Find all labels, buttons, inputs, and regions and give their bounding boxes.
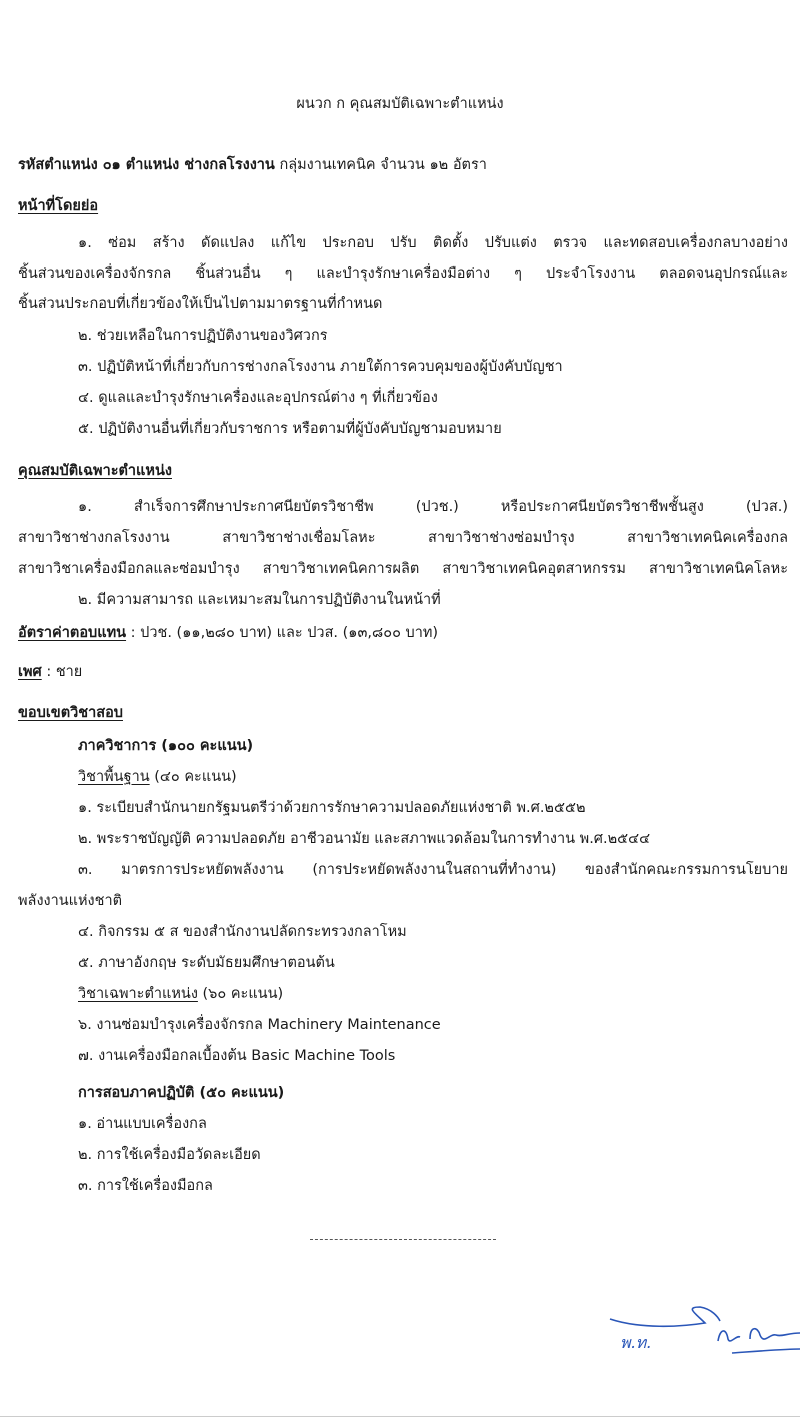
position-code: รหัสตำแหน่ง ๐๑ ตำแหน่ง ช่างกลโรงงาน [18, 157, 275, 173]
gender-line [18, 662, 82, 682]
duty-item-1-line-3: ชิ้นส่วนประกอบที่เกี่ยวข้องให้เป็นไปตามมาตรฐานที่กำหนด [18, 296, 383, 312]
basic-item-3-line-1: ๓. มาตรการประหยัดพลังงาน (การประหยัดพลังงานในสถานที่ทำงาน) ของสำนักคณะกรรมการนโยบาย [78, 862, 788, 878]
exam-scope-heading: ขอบเขตวิชาสอบ [18, 705, 123, 721]
qualification-item-1-line-1: ๑. สำเร็จการศึกษาประกาศนียบัตรวิชาชีพ (ปวช.) หรือประกาศนียบัตรวิชาชีพชั้นสูง (ปวส.) [78, 499, 788, 515]
compensation-label: อัตราค่าตอบแทน [18, 625, 127, 641]
qualification-item-2: ๒. มีความสามารถ และเหมาะสมในการปฏิบัติงานในหน้าที่ [78, 592, 441, 608]
basic-item-3-line-2: พลังงานแห่งชาติ [18, 893, 123, 909]
compensation-value: : ปวช. (๑๑,๒๘๐ บาท) และ ปวส. (๑๓,๘๐๐ บาท) [126, 625, 439, 641]
specific-subjects-label: วิชาเฉพาะตำแหน่ง [78, 986, 198, 1002]
page-title: ผนวก ก คุณสมบัติเฉพาะตำแหน่ง [296, 96, 504, 112]
basic-subjects-points: (๔๐ คะแนน) [149, 769, 237, 785]
signature-prefix: พ.ท. [620, 1333, 652, 1352]
qualification-item-1-line-2: สาขาวิชาช่างกลโรงงาน สาขาวิชาช่างเชื่อมโลหะ สาขาวิชาช่างซ่อมบำรุง สาขาวิชาเทคนิคเครื่องกล [18, 530, 788, 546]
academic-heading: ภาควิชาการ (๑๐๐ คะแนน) [78, 738, 254, 754]
page-bottom-edge [0, 1416, 800, 1417]
basic-subjects-label: วิชาพื้นฐาน [78, 769, 150, 785]
practical-heading: การสอบภาคปฏิบัติ (๕๐ คะแนน) [78, 1085, 285, 1101]
gender-value: : ชาย [41, 664, 83, 680]
duty-item-4: ๔. ดูแลและบำรุงรักษาเครื่องและอุปกรณ์ต่าง ๆ ที่เกี่ยวข้อง [78, 390, 438, 406]
compensation-line [18, 623, 438, 643]
duty-item-5: ๕. ปฏิบัติงานอื่นที่เกี่ยวกับราชการ หรือตามที่ผู้บังคับบัญชามอบหมาย [78, 421, 502, 437]
specific-subjects-line [78, 984, 283, 1004]
basic-item-2: ๒. พระราชบัญญัติ ความปลอดภัย อาชีวอนามัย และสภาพแวดล้อมในการทำงาน พ.ศ.๒๕๔๔ [78, 831, 651, 847]
specific-item-7: ๗. งานเครื่องมือกลเบื้องต้น Basic Machine Tools [78, 1048, 396, 1064]
specific-subjects-points: (๖๐ คะแนน) [197, 986, 284, 1002]
position-group: กลุ่มงานเทคนิค จำนวน ๑๒ อัตรา [279, 157, 487, 173]
signature [600, 1305, 800, 1365]
duty-item-1-line-1: ๑. ซ่อม สร้าง ดัดแปลง แก้ไข ประกอบ ปรับ ติดตั้ง ปรับแต่ง ตรวจ และทดสอบเครื่องกลบางอย่าง [78, 235, 788, 251]
signature-scribble-icon [600, 1305, 800, 1365]
practical-item-3: ๓. การใช้เครื่องมือกล [78, 1178, 213, 1194]
qualification-item-1-line-3: สาขาวิชาเครื่องมือกลและซ่อมบำรุง สาขาวิชาเทคนิคการผลิต สาขาวิชาเทคนิคอุตสาหกรรม สาขาวิชาเทคนิคโลหะ [18, 561, 788, 577]
position-line [18, 155, 487, 175]
duty-item-2: ๒. ช่วยเหลือในการปฏิบัติงานของวิศวกร [78, 328, 328, 344]
duty-item-3: ๓. ปฏิบัติหน้าที่เกี่ยวกับการช่างกลโรงงาน ภายใต้การควบคุมของผู้บังคับบัญชา [78, 359, 563, 375]
basic-item-4: ๔. กิจกรรม ๕ ส ของสำนักงานปลัดกระทรวงกลาโหม [78, 924, 407, 940]
specific-item-6: ๖. งานซ่อมบำรุงเครื่องจักรกล Machinery Maintenance [78, 1017, 441, 1033]
qualifications-heading: คุณสมบัติเฉพาะตำแหน่ง [18, 463, 172, 479]
practical-item-1: ๑. อ่านแบบเครื่องกล [78, 1116, 207, 1132]
gender-label: เพศ [18, 664, 42, 680]
basic-item-1: ๑. ระเบียบสำนักนายกรัฐมนตรีว่าด้วยการรักษาความปลอดภัยแห่งชาติ พ.ศ.๒๕๕๒ [78, 800, 586, 816]
duty-item-1-line-2: ชิ้นส่วนของเครื่องจักรกล ชิ้นส่วนอื่น ๆ และบำรุงรักษาเครื่องมือต่าง ๆ ประจำโรงงาน ตลอดจนอุปกรณ์และ [18, 266, 788, 282]
duties-heading: หน้าที่โดยย่อ [18, 198, 99, 214]
practical-item-2: ๒. การใช้เครื่องมือวัดละเอียด [78, 1147, 261, 1163]
basic-item-5: ๕. ภาษาอังกฤษ ระดับมัธยมศึกษาตอนต้น [78, 955, 335, 971]
end-separator [310, 1239, 496, 1240]
basic-subjects-line [78, 767, 237, 787]
